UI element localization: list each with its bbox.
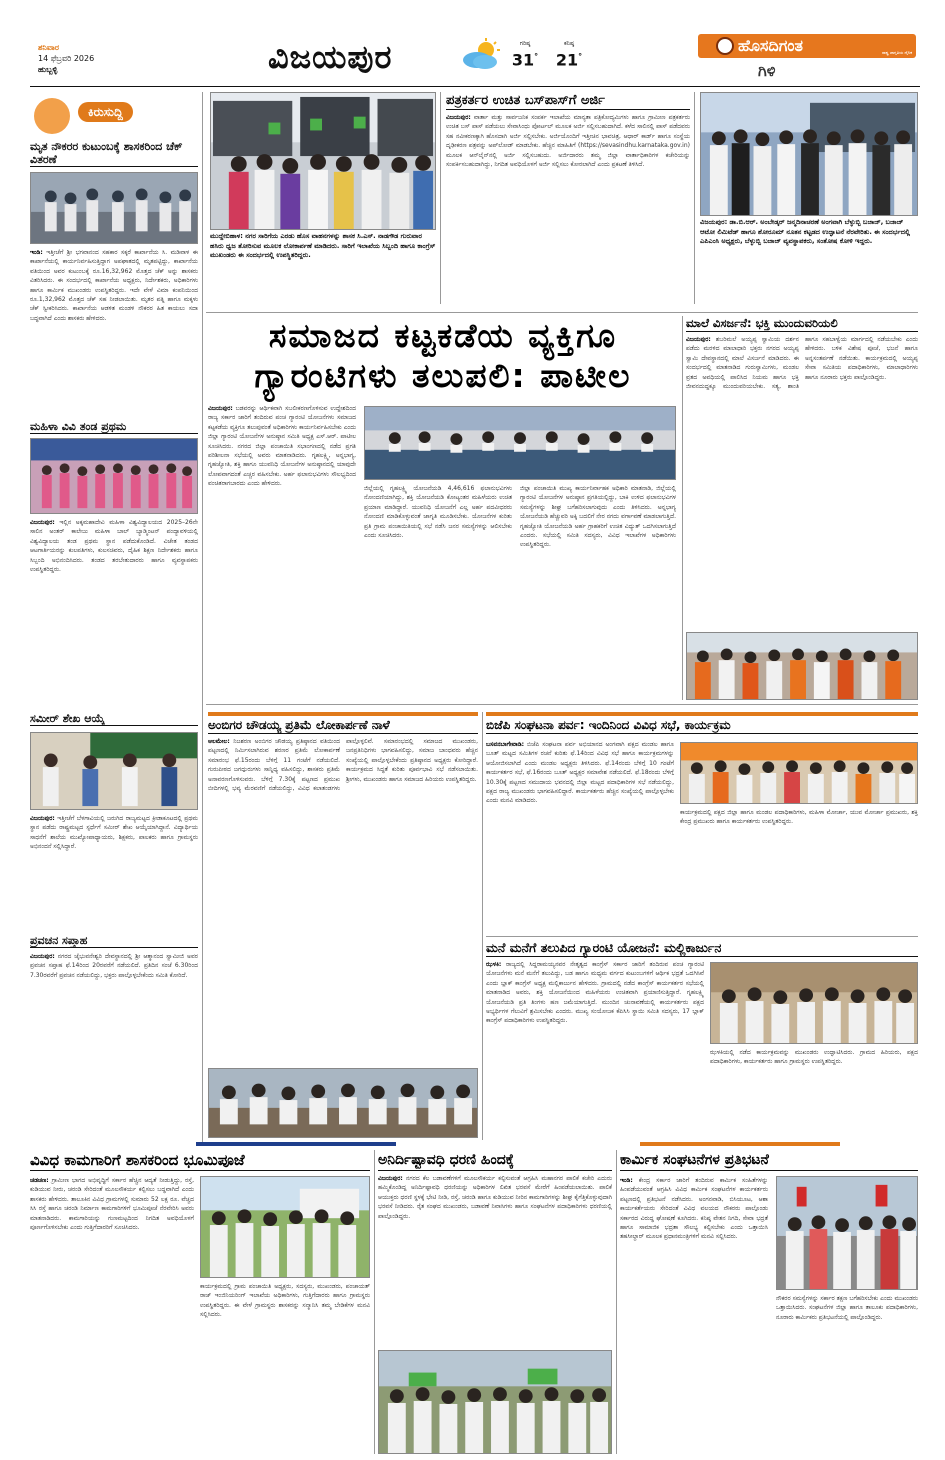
masthead	[0, 0, 945, 88]
bus-launch-caption: ಮುದ್ದೇಬಿಹಾಳ: ನಗರ ಸಾರಿಗೆಯ ಎರಡು ಹೊಸ ವಾಹನಗಳನ್ನು ಶಾಸಕ ಸಿ.ಎಸ್. ನಾಡಗೌಡ ಗುರುವಾರ ಹಸಿರು ಧ್ವಜ ತೋರಿಸುವ ಮೂಲಕ ಲೋಕಾರ್ಪಣೆ ಮಾಡಿದರು. ಸಾರಿಗೆ ಇಲಾಖೆಯ ಸಿಬ್ಬಂದಿ ಹಾಗೂ ಕಾಂಗ್ರೆಸ್ ಮುಖಂಡರು ಈ ಸಂದರ್ಭದಲ್ಲಿ ಉಪಸ್ಥಿತರಿದ್ದರು.	[210, 232, 436, 260]
kiru-headline: ಮೃತ ನೌಕರರ ಕುಟುಂಬಕ್ಕೆ ಶಾಸಕರಿಂದ ಚೆಕ್ ವಿತರಣೆ	[30, 140, 198, 167]
ambigar-headline: ಅಂಬಿಗರ ಚೌಡಯ್ಯ ಪ್ರತಿಮೆ ಲೋಕಾರ್ಪಣೆ ನಾಳೆ	[208, 718, 478, 734]
bjp-photo	[680, 742, 918, 804]
hand-icon	[34, 98, 70, 134]
guarantee-headline: ಮನೆ ಮನೆಗೆ ತಲುಪಿದ ಗ್ಯಾರಂಟಿ ಯೋಜನೆ: ಮಲ್ಲಿಕಾರ್ಜುನ	[486, 940, 918, 957]
bhoomi-body: ಗ್ರಾಮೀಣ ಭಾಗದ ಅಭಿವೃದ್ಧಿಗೆ ಸರ್ಕಾರ ಹೆಚ್ಚಿನ ಆದ್ಯತೆ ನೀಡುತ್ತಿದ್ದು, ರಸ್ತೆ, ಕುಡಿಯುವ ನೀರು, ಚರಂಡಿ ಸೇರಿದಂತೆ ಮೂಲಸೌಕರ್ಯ ಕಲ್ಪಿಸಲು ಬದ್ಧವಾಗಿದೆ ಎಂದು ಶಾಸಕರು ಹೇಳಿದರು. ತಾಲೂಕಿನ ವಿವಿಧ ಗ್ರಾಮಗಳಲ್ಲಿ ಸುಮಾರು 52 ಲಕ್ಷ ರೂ. ವೆಚ್ಚದ ಸಿಸಿ ರಸ್ತೆ ಹಾಗೂ ಚರಂಡಿ ನಿರ್ಮಾಣ ಕಾಮಗಾರಿಗಳಿಗೆ ಭೂಮಿಪೂಜೆ ನೆರವೇರಿಸಿ ಅವರು ಮಾತನಾಡಿದರು. ಕಾಮಗಾರಿಯನ್ನು ಗುಣಮಟ್ಟದಿಂದ ನಿಗದಿತ ಅವಧಿಯೊಳಗೆ ಪೂರ್ಣಗೊಳಿಸಬೇಕು ಎಂದು ಗುತ್ತಿಗೆದಾರರಿಗೆ ಸೂಚಿಸಿದರು.	[30, 1177, 194, 1232]
paper-edition: ಗಿಳಿ	[758, 61, 776, 80]
guarantee-photo	[710, 962, 918, 1044]
bjp-body: ಬಿಜೆಪಿ ಸಂಘಟನಾ ಪರ್ವ ಅಭಿಯಾನದ ಅಂಗವಾಗಿ ಪಕ್ಷದ ಮಂಡಲ ಹಾಗೂ ಬೂತ್ ಮಟ್ಟದ ಸಮಿತಿಗಳ ರಚನೆ ಕುರಿತು ಫೆ.14ರಿಂದ ವಿವಿಧ ಸಭೆ ಹಾಗೂ ಕಾರ್ಯಕ್ರಮಗಳನ್ನು ಆಯೋಜಿಸಲಾಗಿದೆ ಎಂದು ಮಂಡಲ ಅಧ್ಯಕ್ಷರು ತಿಳಿಸಿದರು. ಫೆ.14ರಂದು ಬೆಳಿಗ್ಗೆ 10 ಗಂಟೆಗೆ ಕಾರ್ಯಕರ್ತರ ಸಭೆ, ಫೆ.16ರಂದು ಬೂತ್ ಅಧ್ಯಕ್ಷರ ಸಮಾವೇಶ ನಡೆಯಲಿದೆ. ಫೆ.18ರಂದು ಬೆಳಿಗ್ಗೆ 10.30ಕ್ಕೆ ಪಟ್ಟಣದ ಸಮುದಾಯ ಭವನದಲ್ಲಿ ಜಿಲ್ಲಾ ಮಟ್ಟದ ಪದಾಧಿಕಾರಿಗಳ ಸಭೆ ನಡೆಯಲಿದ್ದು, ಪಕ್ಷದ ರಾಜ್ಯ ಮುಖಂಡರು ಭಾಗವಹಿಸಲಿದ್ದಾರೆ. ಕಾರ್ಯಕರ್ತರು ಹೆಚ್ಚಿನ ಸಂಖ್ಯೆಯಲ್ಲಿ ಪಾಲ್ಗೊಳ್ಳಬೇಕು ಎಂದು ಮನವಿ ಮಾಡಿದರು.	[486, 741, 674, 805]
bottom-divider-blue	[196, 1142, 396, 1146]
kiru-item-3: ಸಮೀರ್ ಶೇಖ ಆಯ್ಕೆ ವಿಜಯಪುರ: ಇತ್ತೀಚೆಗೆ ಬೆಳಗಾವಿಯಲ್ಲಿ ಜರುಗಿದ ರಾಜ್ಯಮಟ್ಟದ ಕ್ರೀಡಾಕೂಟದಲ್ಲಿ ಪ್ರಥಮ ಸ್ಥಾನ ಪಡೆದು ರಾಷ್ಟ್ರಮಟ್ಟದ ಸ್ಪರ್ಧೆಗೆ ಸಮೀರ್ ಶೇಖ ಆಯ್ಕೆಯಾಗಿದ್ದಾನೆ. ವಿದ್ಯಾರ್ಥಿಯ ಸಾಧನೆಗೆ ಶಾಲೆಯ ಮುಖ್ಯೋಪಾಧ್ಯಾಯರು, ಶಿಕ್ಷಕರು, ಪಾಲಕರು ಹಾಗೂ ಗ್ರಾಮಸ್ಥರು ಅಭಿನಂದನೆ ಸಲ್ಲಿಸಿದ್ದಾರೆ.	[30, 712, 198, 851]
ambigar-photo	[208, 1068, 478, 1138]
dharani-body: ನಗರದ ಕೆಲ ಬಡಾವಣೆಗಳಿಗೆ ಮೂಲಸೌಕರ್ಯ ಕಲ್ಪಿಸುವಂತೆ ಆಗ್ರಹಿಸಿ ಮಹಾನಗರ ಪಾಲಿಕೆ ಕಚೇರಿ ಎದುರು ಹಮ್ಮಿಕೊಂಡಿದ್ದ ಅನಿರ್ದಿಷ್ಟಾವಧಿ ಧರಣಿಯನ್ನು ಅಧಿಕಾರಿಗಳ ಲಿಖಿತ ಭರವಸೆ ಮೇರೆಗೆ ಹಿಂಪಡೆಯಲಾಯಿತು. ಪಾಲಿಕೆ ಆಯುಕ್ತರು ಧರಣಿ ಸ್ಥಳಕ್ಕೆ ಭೇಟಿ ನೀಡಿ, ರಸ್ತೆ, ಚರಂಡಿ ಹಾಗೂ ಕುಡಿಯುವ ನೀರಿನ ಕಾಮಗಾರಿಗಳನ್ನು ಶೀಘ್ರ ಕೈಗೆತ್ತಿಕೊಳ್ಳುವುದಾಗಿ ಭರವಸೆ ನೀಡಿದರು. ರೈತ ಸಂಘದ ಮುಖಂಡರು, ಬಡಾವಣೆ ನಿವಾಸಿಗಳು ಹಾಗೂ ಸಂಘಟನೆಗಳ ಪದಾಧಿಕಾರಿಗಳು ಧರಣಿಯಲ್ಲಿ ಪಾಲ್ಗೊಂಡಿದ್ದರು.	[378, 1175, 612, 1220]
kirusuddi-label: ಕಿರುಸುದ್ದಿ	[78, 102, 133, 122]
showroom-caption: ವಿಜಯಪುರ: ಡಾ.ಬಿ.ಆರ್. ಅಂಬೇಡ್ಕರ್ ಜನ್ಮದಿನಾಚರಣೆ ಅಂಗವಾಗಿ ಬೆಳ್ಳುಬ್ಬಿ ಬಜಾಜ್, ಬಜಾಜ್ ಆಟೋ ಲಿಮಿಟೆಡ್ ಹಾಗೂ ಶೋರೂಮ್ ನೂತನ ಕಟ್ಟಡದ ಉದ್ಘಾಟನೆ ನೆರವೇರಿತು. ಈ ಸಂದರ್ಭದಲ್ಲಿ ಎಪಿಎಂಸಿ ಅಧ್ಯಕ್ಷರು, ಬೆಳ್ಳುಬ್ಬಿ ಬಜಾಜ್ ವ್ಯವಸ್ಥಾಪಕರು, ಸಂತೋಷ ಕೋಳಿ ಇದ್ದರು.	[700, 218, 910, 246]
bus-pass-headline: ಪತ್ರಕರ್ತರ ಉಚಿತ ಬಸ್‌ಪಾಸ್‌ಗೆ ಅರ್ಜಿ	[446, 92, 690, 110]
male-visarjan-headline: ಮಾಲೆ ವಿಸರ್ಜನೆ: ಭಕ್ತಿ ಮುಂದುವರಿಯಲಿ	[686, 316, 918, 332]
guarantee-story: ಮನೆ ಮನೆಗೆ ತಲುಪಿದ ಗ್ಯಾರಂಟಿ ಯೋಜನೆ: ಮಲ್ಲಿಕಾರ್ಜುನ ಝಳಕಿ: ರಾಜ್ಯದಲ್ಲಿ ಸಿದ್ದರಾಮಯ್ಯನವರ ನೇತೃತ್ವದ ಕಾಂಗ್ರೆಸ್ ಸರ್ಕಾರ ಜಾರಿಗೆ ತಂದಿರುವ ಪಂಚ ಗ್ಯಾರಂಟಿ ಯೋಜನೆಗಳು ಮನೆ ಮನೆಗೆ ತಲುಪಿದ್ದು, ಬಡ ಹಾಗೂ ಮಧ್ಯಮ ವರ್ಗದ ಕುಟುಂಬಗಳಿಗೆ ಆರ್ಥಿಕ ಭದ್ರತೆ ಒದಗಿಸಿವೆ ಎಂದು ಬ್ಲಾಕ್ ಕಾಂಗ್ರೆಸ್ ಅಧ್ಯಕ್ಷ ಮಲ್ಲಿಕಾರ್ಜುನ ಹೇಳಿದರು. ಗ್ರಾಮದಲ್ಲಿ ನಡೆದ ಕಾಂಗ್ರೆಸ್ ಕಾರ್ಯಕರ್ತರ ಸಭೆಯಲ್ಲಿ ಮಾತನಾಡಿದ ಅವರು, ಶಕ್ತಿ ಯೋಜನೆಯಿಂದ ಮಹಿಳೆಯರು ಉಚಿತವಾಗಿ ಪ್ರಯಾಣಿಸುತ್ತಿದ್ದಾರೆ. ಗೃಹಲಕ್ಷ್ಮಿ ಯೋಜನೆಯಡಿ ಪ್ರತಿ ತಿಂಗಳು ಹಣ ಜಮೆಯಾಗುತ್ತಿದೆ. ಮುಂದಿನ ಚುನಾವಣೆಯಲ್ಲಿ ಕಾರ್ಯಕರ್ತರು ಪಕ್ಷದ ಅಭ್ಯರ್ಥಿಗಳ ಗೆಲುವಿಗೆ ಶ್ರಮಿಸಬೇಕು ಎಂದರು. ಮುಖ್ಯ ಸಂಯೋಜಕ ಕೆಪಿಸಿಸಿ ಸ್ಥಾಯಿ ಸಮಿತಿ ಸದಸ್ಯರು, 17 ಬ್ಲಾಕ್ ಕಾಂಗ್ರೆಸ್ ಪದಾಧಿಕಾರಿಗಳು ಉಪಸ್ಥಿತರಿದ್ದರು. ಝಳಕಿಯಲ್ಲಿ ನಡೆದ ಕಾರ್ಯಕ್ರಮವನ್ನು ಮುಖಂಡರು ಉದ್ಘಾಟಿಸಿದರು. ಗ್ರಾಮದ ಹಿರಿಯರು, ಪಕ್ಷದ ಪದಾಧಿಕಾರಿಗಳು, ಕಾರ್ಯಕರ್ತರು ಹಾಗೂ ಗ್ರಾಮಸ್ಥರು ಉಪಸ್ಥಿತರಿದ್ದರು.	[486, 940, 918, 1066]
kiru-photo-1	[30, 172, 198, 244]
kiru-photo-3	[30, 732, 198, 810]
bjp-story: ಬಿಜೆಪಿ ಸಂಘಟನಾ ಪರ್ವ: ಇಂದಿನಿಂದ ವಿವಿಧ ಸಭೆ, ಕಾರ್ಯಕ್ರಮ ಬಸವನಬಾಗೇವಾಡಿ: ಬಿಜೆಪಿ ಸಂಘಟನಾ ಪರ್ವ ಅಭಿಯಾನದ ಅಂಗವಾಗಿ ಪಕ್ಷದ ಮಂಡಲ ಹಾಗೂ ಬೂತ್ ಮಟ್ಟದ ಸಮಿತಿಗಳ ರಚನೆ ಕುರಿತು ಫೆ.14ರಿಂದ ವಿವಿಧ ಸಭೆ ಹಾಗೂ ಕಾರ್ಯಕ್ರಮಗಳನ್ನು ಆಯೋಜಿಸಲಾಗಿದೆ ಎಂದು ಮಂಡಲ ಅಧ್ಯಕ್ಷರು ತಿಳಿಸಿದರು. ಫೆ.14ರಂದು ಬೆಳಿಗ್ಗೆ 10 ಗಂಟೆಗೆ ಕಾರ್ಯಕರ್ತರ ಸಭೆ, ಫೆ.16ರಂದು ಬೂತ್ ಅಧ್ಯಕ್ಷರ ಸಮಾವೇಶ ನಡೆಯಲಿದೆ. ಫೆ.18ರಂದು ಬೆಳಿಗ್ಗೆ 10.30ಕ್ಕೆ ಪಟ್ಟಣದ ಸಮುದಾಯ ಭವನದಲ್ಲಿ ಜಿಲ್ಲಾ ಮಟ್ಟದ ಪದಾಧಿಕಾರಿಗಳ ಸಭೆ ನಡೆಯಲಿದ್ದು, ಪಕ್ಷದ ರಾಜ್ಯ ಮುಖಂಡರು ಭಾಗವಹಿಸಲಿದ್ದಾರೆ. ಕಾರ್ಯಕರ್ತರು ಹೆಚ್ಚಿನ ಸಂಖ್ಯೆಯಲ್ಲಿ ಪಾಲ್ಗೊಳ್ಳಬೇಕು ಎಂದು ಮನವಿ ಮಾಡಿದರು. ಕಾರ್ಯಕ್ರಮದಲ್ಲಿ ಪಕ್ಷದ ಜಿಲ್ಲಾ ಹಾಗೂ ಮಂಡಲ ಪದಾಧಿಕಾರಿಗಳು, ಮಹಿಳಾ ಮೋರ್ಚಾ, ಯುವ ಮೋರ್ಚಾ ಪ್ರಮುಖರು, ಶಕ್ತಿ ಕೇಂದ್ರ ಪ್ರಮುಖರು ಹಾಗೂ ಕಾರ್ಯಕರ್ತರು ಉಪಸ್ಥಿತರಿದ್ದರು.	[486, 712, 918, 934]
bhoomi-story: ವಿವಿಧ ಕಾಮಗಾರಿಗೆ ಶಾಸಕರಿಂದ ಭೂಮಿಪೂಜೆ ಚಡಚಣ: ಗ್ರಾಮೀಣ ಭಾಗದ ಅಭಿವೃದ್ಧಿಗೆ ಸರ್ಕಾರ ಹೆಚ್ಚಿನ ಆದ್ಯತೆ ನೀಡುತ್ತಿದ್ದು, ರಸ್ತೆ, ಕುಡಿಯುವ ನೀರು, ಚರಂಡಿ ಸೇರಿದಂತೆ ಮೂಲಸೌಕರ್ಯ ಕಲ್ಪಿಸಲು ಬದ್ಧವಾಗಿದೆ ಎಂದು ಶಾಸಕರು ಹೇಳಿದರು. ತಾಲೂಕಿನ ವಿವಿಧ ಗ್ರಾಮಗಳಲ್ಲಿ ಸುಮಾರು 52 ಲಕ್ಷ ರೂ. ವೆಚ್ಚದ ಸಿಸಿ ರಸ್ತೆ ಹಾಗೂ ಚರಂಡಿ ನಿರ್ಮಾಣ ಕಾಮಗಾರಿಗಳಿಗೆ ಭೂಮಿಪೂಜೆ ನೆರವೇರಿಸಿ ಅವರು ಮಾತನಾಡಿದರು. ಕಾಮಗಾರಿಯನ್ನು ಗುಣಮಟ್ಟದಿಂದ ನಿಗದಿತ ಅವಧಿಯೊಳಗೆ ಪೂರ್ಣಗೊಳಿಸಬೇಕು ಎಂದು ಗುತ್ತಿಗೆದಾರರಿಗೆ ಸೂಚಿಸಿದರು. ಕಾರ್ಯಕ್ರಮದಲ್ಲಿ ಗ್ರಾಮ ಪಂಚಾಯಿತಿ ಅಧ್ಯಕ್ಷರು, ಸದಸ್ಯರು, ಮುಖಂಡರು, ಪಂಚಾಯತ್ ರಾಜ್ ಇಂಜಿನಿಯರಿಂಗ್ ಇಲಾಖೆಯ ಅಧಿಕಾರಿಗಳು, ಗುತ್ತಿಗೆದಾರರು ಹಾಗೂ ಗ್ರಾಮಸ್ಥರು ಉಪಸ್ಥಿತರಿದ್ದರು. ಈ ವೇಳೆ ಗ್ರಾಮಸ್ಥರು ಶಾಸಕರನ್ನು ಸನ್ಮಾನಿಸಿ ತಮ್ಮ ಬೇಡಿಕೆಗಳ ಮನವಿ ಸಲ್ಲಿಸಿದರು.	[30, 1151, 370, 1319]
weather-icon	[460, 38, 502, 72]
paper-logo	[698, 34, 916, 86]
karmika-story: ಕಾರ್ಮಿಕ ಸಂಘಟನೆಗಳ ಪ್ರತಿಭಟನೆ ಇಂಡಿ: ಕೇಂದ್ರ ಸರ್ಕಾರ ಜಾರಿಗೆ ತಂದಿರುವ ಕಾರ್ಮಿಕ ಸಂಹಿತೆಗಳನ್ನು ಹಿಂಪಡೆಯುವಂತೆ ಆಗ್ರಹಿಸಿ ವಿವಿಧ ಕಾರ್ಮಿಕ ಸಂಘಟನೆಗಳ ಕಾರ್ಯಕರ್ತರು ಪಟ್ಟಣದಲ್ಲಿ ಪ್ರತಿಭಟನೆ ನಡೆಸಿದರು. ಅಂಗನವಾಡಿ, ಬಿಸಿಯೂಟ, ಆಶಾ ಕಾರ್ಯಕರ್ತೆಯರು ಸೇರಿದಂತೆ ವಿವಿಧ ವಲಯದ ನೌಕರರು ಪಾಲ್ಗೊಂಡು ಸರ್ಕಾರದ ವಿರುದ್ಧ ಘೋಷಣೆ ಕೂಗಿದರು. ಕನಿಷ್ಠ ವೇತನ ನಿಗದಿ, ಸೇವಾ ಭದ್ರತೆ ಹಾಗೂ ಸಾಮಾಜಿಕ ಭದ್ರತಾ ಸೌಲಭ್ಯ ಕಲ್ಪಿಸಬೇಕು ಎಂದು ಒತ್ತಾಯಿಸಿ ತಹಸೀಲ್ದಾರ್ ಮೂಲಕ ಪ್ರಧಾನಮಂತ್ರಿಗಳಿಗೆ ಮನವಿ ಸಲ್ಲಿಸಿದರು. ನೌಕರರ ಸಮಸ್ಯೆಗಳನ್ನು ಸರ್ಕಾರ ತಕ್ಷಣ ಬಗೆಹರಿಸಬೇಕು ಎಂದು ಮುಖಂಡರು ಒತ್ತಾಯಿಸಿದರು. ಸಂಘಟನೆಗಳ ಜಿಲ್ಲಾ ಹಾಗೂ ತಾಲೂಕು ಪದಾಧಿಕಾರಿಗಳು, ನೂರಾರು ಕಾರ್ಮಿಕರು ಪ್ರತಿಭಟನೆಯಲ್ಲಿ ಪಾಲ್ಗೊಂಡಿದ್ದರು.	[620, 1152, 918, 1321]
bjp-caption: ಕಾರ್ಯಕ್ರಮದಲ್ಲಿ ಪಕ್ಷದ ಜಿಲ್ಲಾ ಹಾಗೂ ಮಂಡಲ ಪದಾಧಿಕಾರಿಗಳು, ಮಹಿಳಾ ಮೋರ್ಚಾ, ಯುವ ಮೋರ್ಚಾ ಪ್ರಮುಖರು, ಶಕ್ತಿ ಕೇಂದ್ರ ಪ್ರಮುಖರು ಹಾಗೂ ಕಾರ್ಯಕರ್ತರು ಉಪಸ್ಥಿತರಿದ್ದರು.	[680, 809, 918, 826]
ambigar-body: ನಿಜಶರಣ ಅಂಬಿಗರ ಚೌಡಯ್ಯ ಪ್ರತಿಷ್ಠಾನದ ವತಿಯಿಂದ ಪಟ್ಟಣದಲ್ಲಿ ನಿರ್ಮಿಸಲಾಗಿರುವ ಶರಣರ ಪ್ರತಿಮೆ ಲೋಕಾರ್ಪಣೆ ಸಮಾರಂಭ ಫೆ.15ರಂದು ಬೆಳಿಗ್ಗೆ 11 ಗಂಟೆಗೆ ನಡೆಯಲಿದೆ. ಗುರುಪೀಠದ ಜಗದ್ಗುರುಗಳು ಸಾನ್ನಿಧ್ಯ ವಹಿಸಲಿದ್ದು, ಶಾಸಕರು ಪ್ರತಿಮೆ ಅನಾವರಣಗೊಳಿಸುವರು. ಬೆಳಿಗ್ಗೆ 7.30ಕ್ಕೆ ಪಟ್ಟಣದ ಪ್ರಮುಖ ಬೀದಿಗಳಲ್ಲಿ ಭವ್ಯ ಮೆರವಣಿಗೆ ನಡೆಯಲಿದ್ದು, ವಿವಿಧ ಕಲಾತಂಡಗಳು ಪಾಲ್ಗೊಳ್ಳಲಿವೆ. ಸಮಾರಂಭದಲ್ಲಿ ಸಮಾಜದ ಮುಖಂಡರು, ಜನಪ್ರತಿನಿಧಿಗಳು ಭಾಗವಹಿಸಲಿದ್ದು, ಸಮಾಜ ಬಾಂಧವರು ಹೆಚ್ಚಿನ ಸಂಖ್ಯೆಯಲ್ಲಿ ಪಾಲ್ಗೊಳ್ಳಬೇಕೆಂದು ಪ್ರತಿಷ್ಠಾನದ ಅಧ್ಯಕ್ಷರು ಕೋರಿದ್ದಾರೆ. ಕಾರ್ಯಕ್ರಮದ ಸಿದ್ಧತೆ ಕುರಿತು ಪೂರ್ವಭಾವಿ ಸಭೆ ನಡೆಸಲಾಯಿತು. ಶ್ರೀಗಳು, ಮುಖಂಡರು ಹಾಗೂ ಸಮಾಜದ ಹಿರಿಯರು ಉಪಸ್ಥಿತರಿದ್ದರು.	[208, 738, 478, 793]
male-visarjan-photo	[686, 632, 918, 700]
max-temp: ಗರಿಷ್ಠ 31°	[511, 40, 539, 70]
min-temp: ಕನಿಷ್ಠ 21°	[555, 40, 583, 70]
kiru-photo-2	[30, 438, 198, 514]
bhoomi-photo	[200, 1176, 370, 1278]
lead-body-1: ಬಡವರನ್ನು ಆರ್ಥಿಕವಾಗಿ ಸಬಲೀಕರಣಗೊಳಿಸುವ ಉದ್ದೇಶದಿಂದ ರಾಜ್ಯ ಸರ್ಕಾರ ಜಾರಿಗೆ ತಂದಿರುವ ಪಂಚ ಗ್ಯಾರಂಟಿ ಯೋಜನೆಗಳು ಸಮಾಜದ ಕಟ್ಟಕಡೆಯ ವ್ಯಕ್ತಿಗೂ ತಲುಪುವಂತೆ ಅಧಿಕಾರಿಗಳು ಕಾರ್ಯನಿರ್ವಹಿಸಬೇಕು ಎಂದು ಜಿಲ್ಲಾ ಗ್ಯಾರಂಟಿ ಯೋಜನೆಗಳ ಅನುಷ್ಠಾನ ಸಮಿತಿ ಅಧ್ಯಕ್ಷ ಎಸ್.ಆರ್. ಪಾಟೀಲ ಸೂಚಿಸಿದರು. ನಗರದ ಜಿಲ್ಲಾ ಪಂಚಾಯಿತಿ ಸಭಾಂಗಣದಲ್ಲಿ ನಡೆದ ಪ್ರಗತಿ ಪರಿಶೀಲನಾ ಸಭೆಯಲ್ಲಿ ಅವರು ಮಾತನಾಡಿದರು. ಗೃಹಲಕ್ಷ್ಮಿ, ಅನ್ನಭಾಗ್ಯ, ಗೃಹಜ್ಯೋತಿ, ಶಕ್ತಿ ಹಾಗೂ ಯುವನಿಧಿ ಯೋಜನೆಗಳ ಅನುಷ್ಠಾನದಲ್ಲಿ ಯಾವುದೇ ಲೋಪವಾಗದಂತೆ ಎಚ್ಚರ ವಹಿಸಬೇಕು. ಅರ್ಹ ಫಲಾನುಭವಿಗಳು ಸೌಲಭ್ಯದಿಂದ ವಂಚಿತರಾಗಬಾರದು ಎಂದು ಹೇಳಿದರು.	[208, 405, 356, 488]
kiru-headline: ಪ್ರವಚನ ಸಪ್ತಾಹ	[30, 934, 198, 948]
guarantee-body: ರಾಜ್ಯದಲ್ಲಿ ಸಿದ್ದರಾಮಯ್ಯನವರ ನೇತೃತ್ವದ ಕಾಂಗ್ರೆಸ್ ಸರ್ಕಾರ ಜಾರಿಗೆ ತಂದಿರುವ ಪಂಚ ಗ್ಯಾರಂಟಿ ಯೋಜನೆಗಳು ಮನೆ ಮನೆಗೆ ತಲುಪಿದ್ದು, ಬಡ ಹಾಗೂ ಮಧ್ಯಮ ವರ್ಗದ ಕುಟುಂಬಗಳಿಗೆ ಆರ್ಥಿಕ ಭದ್ರತೆ ಒದಗಿಸಿವೆ ಎಂದು ಬ್ಲಾಕ್ ಕಾಂಗ್ರೆಸ್ ಅಧ್ಯಕ್ಷ ಮಲ್ಲಿಕಾರ್ಜುನ ಹೇಳಿದರು. ಗ್ರಾಮದಲ್ಲಿ ನಡೆದ ಕಾಂಗ್ರೆಸ್ ಕಾರ್ಯಕರ್ತರ ಸಭೆಯಲ್ಲಿ ಮಾತನಾಡಿದ ಅವರು, ಶಕ್ತಿ ಯೋಜನೆಯಿಂದ ಮಹಿಳೆಯರು ಉಚಿತವಾಗಿ ಪ್ರಯಾಣಿಸುತ್ತಿದ್ದಾರೆ. ಗೃಹಲಕ್ಷ್ಮಿ ಯೋಜನೆಯಡಿ ಪ್ರತಿ ತಿಂಗಳು ಹಣ ಜಮೆಯಾಗುತ್ತಿದೆ. ಮುಂದಿನ ಚುನಾವಣೆಯಲ್ಲಿ ಕಾರ್ಯಕರ್ತರು ಪಕ್ಷದ ಅಭ್ಯರ್ಥಿಗಳ ಗೆಲುವಿಗೆ ಶ್ರಮಿಸಬೇಕು ಎಂದರು. ಮುಖ್ಯ ಸಂಯೋಜಕ ಕೆಪಿಸಿಸಿ ಸ್ಥಾಯಿ ಸಮಿತಿ ಸದಸ್ಯರು, 17 ಬ್ಲಾಕ್ ಕಾಂಗ್ರೆಸ್ ಪದಾಧಿಕಾರಿಗಳು ಉಪಸ್ಥಿತರಿದ್ದರು.	[486, 961, 704, 1025]
dharani-story: ಅನಿರ್ದಿಷ್ಟಾವಧಿ ಧರಣಿ ಹಿಂದಕ್ಕೆ ವಿಜಯಪುರ: ನಗರದ ಕೆಲ ಬಡಾವಣೆಗಳಿಗೆ ಮೂಲಸೌಕರ್ಯ ಕಲ್ಪಿಸುವಂತೆ ಆಗ್ರಹಿಸಿ ಮಹಾನಗರ ಪಾಲಿಕೆ ಕಚೇರಿ ಎದುರು ಹಮ್ಮಿಕೊಂಡಿದ್ದ ಅನಿರ್ದಿಷ್ಟಾವಧಿ ಧರಣಿಯನ್ನು ಅಧಿಕಾರಿಗಳ ಲಿಖಿತ ಭರವಸೆ ಮೇರೆಗೆ ಹಿಂಪಡೆಯಲಾಯಿತು. ಪಾಲಿಕೆ ಆಯುಕ್ತರು ಧರಣಿ ಸ್ಥಳಕ್ಕೆ ಭೇಟಿ ನೀಡಿ, ರಸ್ತೆ, ಚರಂಡಿ ಹಾಗೂ ಕುಡಿಯುವ ನೀರಿನ ಕಾಮಗಾರಿಗಳನ್ನು ಶೀಘ್ರ ಕೈಗೆತ್ತಿಕೊಳ್ಳುವುದಾಗಿ ಭರವಸೆ ನೀಡಿದರು. ರೈತ ಸಂಘದ ಮುಖಂಡರು, ಬಡಾವಣೆ ನಿವಾಸಿಗಳು ಹಾಗೂ ಸಂಘಟನೆಗಳ ಪದಾಧಿಕಾರಿಗಳು ಧರಣಿಯಲ್ಲಿ ಪಾಲ್ಗೊಂಡಿದ್ದರು.	[378, 1150, 612, 1454]
bjp-headline: ಬಿಜೆಪಿ ಸಂಘಟನಾ ಪರ್ವ: ಇಂದಿನಿಂದ ವಿವಿಧ ಸಭೆ, ಕಾರ್ಯಕ್ರಮ	[486, 718, 918, 734]
karmika-headline: ಕಾರ್ಮಿಕ ಸಂಘಟನೆಗಳ ಪ್ರತಿಭಟನೆ	[620, 1150, 918, 1171]
kiru-body: ನಗರದ ಜೈಭುವನೇಶ್ವರಿ ದೇವಸ್ಥಾನದಲ್ಲಿ ಶ್ರೀ ಆತ್ಮಾನಂದ ಸ್ವಾಮೀಜಿ ಅವರ ಪ್ರವಚನ ಸಪ್ತಾಹ ಫೆ.14ರಿಂದ 20ರವರೆಗೆ ನಡೆಯಲಿದೆ. ಪ್ರತಿದಿನ ಸಂಜೆ 6.30ರಿಂದ 7.30ರವರೆಗೆ ಪ್ರವಚನ ನಡೆಯಲಿದ್ದು, ಭಕ್ತರು ಪಾಲ್ಗೊಳ್ಳಬೇಕೆಂದು ಸಮಿತಿ ಕೋರಿದೆ.	[30, 953, 198, 979]
lead-meeting-photo	[364, 406, 676, 480]
ambigar-accent-bar	[208, 712, 478, 716]
guarantee-caption: ಝಳಕಿಯಲ್ಲಿ ನಡೆದ ಕಾರ್ಯಕ್ರಮವನ್ನು ಮುಖಂಡರು ಉದ್ಘಾಟಿಸಿದರು. ಗ್ರಾಮದ ಹಿರಿಯರು, ಪಕ್ಷದ ಪದಾಧಿಕಾರಿಗಳು, ಕಾರ್ಯಕರ್ತರು ಹಾಗೂ ಗ್ರಾಮಸ್ಥರು ಉಪಸ್ಥಿತರಿದ್ದರು.	[710, 1049, 918, 1066]
showroom-photo	[700, 92, 918, 216]
bhoomi-headline: ವಿವಿಧ ಕಾಮಗಾರಿಗೆ ಶಾಸಕರಿಂದ ಭೂಮಿಪೂಜೆ	[30, 1150, 370, 1171]
bus-pass-body: ವಾರ್ತಾ ಮತ್ತು ಸಾರ್ವಜನಿಕ ಸಂಪರ್ಕ ಇಲಾಖೆಯ ಮಾನ್ಯತಾ ಪತ್ರಿಕೋದ್ಯಮಿಗಳು ಹಾಗೂ ಗ್ರಾಮೀಣ ಪತ್ರಕರ್ತರು ಉಚಿತ ಬಸ್ ಪಾಸ್ ಪಡೆಯಲು ಸೇವಾಸಿಂಧು ಪೋರ್ಟಲ್ ಮೂಲಕ ಅರ್ಜಿ ಸಲ್ಲಿಸಬಹುದಾಗಿದೆ. ಕಳೆದ ಸಾಲಿನಲ್ಲಿ ಪಾಸ್ ಪಡೆದವರು ಸಹ ನವೀಕರಣಕ್ಕಾಗಿ ಹೊಸದಾಗಿ ಅರ್ಜಿ ಸಲ್ಲಿಸಬೇಕು. ಅರ್ಜಿಯೊಂದಿಗೆ ಇತ್ತೀಚಿನ ಭಾವಚಿತ್ರ, ಆಧಾರ್ ಕಾರ್ಡ್ ಹಾಗೂ ಸಂಸ್ಥೆಯ ದೃಢೀಕರಣ ಪತ್ರವನ್ನು ಅಪ್‌ಲೋಡ್ ಮಾಡಬೇಕು. ಹೆಚ್ಚಿನ ಮಾಹಿತಿಗೆ (https://sevasindhu.karnataka.gov.in) ಮೂಲಕ ಆನ್‌ಲೈನ್‌ನಲ್ಲಿ ಅರ್ಜಿ ಸಲ್ಲಿಸಬಹುದು. ಅರ್ಜಿದಾರರು ತಮ್ಮ ಜಿಲ್ಲಾ ವಾರ್ತಾಧಿಕಾರಿಗಳ ಕಚೇರಿಯನ್ನು ಸಂಪರ್ಕಿಸಬಹುದಾಗಿದ್ದು, ನಿಗದಿತ ಅವಧಿಯೊಳಗೆ ಅರ್ಜಿ ಸಲ್ಲಿಸಲು ಕೋರಲಾಗಿದೆ ಎಂದು ಪ್ರಕಟಣೆ ತಿಳಿಸಿದೆ.	[446, 114, 690, 169]
male-visarjan-body: ಶಬರಿಮಲೆ ಅಯ್ಯಪ್ಪ ಸ್ವಾಮಿಯ ದರ್ಶನ ಪಡೆದು ಮರಳಿದ ಮಾಲಾಧಾರಿ ಭಕ್ತರು ನಗರದ ಅಯ್ಯಪ್ಪ ಸ್ವಾಮಿ ದೇವಸ್ಥಾನದಲ್ಲಿ ಮಾಲೆ ವಿಸರ್ಜನೆ ಮಾಡಿದರು. ಈ ಸಂದರ್ಭದಲ್ಲಿ ಮಾತನಾಡಿದ ಗುರುಸ್ವಾಮಿಗಳು, ಮಂಡಲ ವ್ರತದ ಅವಧಿಯಲ್ಲಿ ಪಾಲಿಸಿದ ನಿಯಮ ಹಾಗೂ ಭಕ್ತಿ ಜೀವನದುದ್ದಕ್ಕೂ ಮುಂದುವರಿಯಬೇಕು. ಸತ್ಯ, ಶಾಂತಿ ಹಾಗೂ ಸಹಬಾಳ್ವೆಯ ಮಾರ್ಗದಲ್ಲಿ ನಡೆಯಬೇಕು ಎಂದು ಹೇಳಿದರು. ಬಳಿಕ ವಿಶೇಷ ಪೂಜೆ, ಭಜನೆ ಹಾಗೂ ಅನ್ನಸಂತರ್ಪಣೆ ನಡೆಯಿತು. ಕಾರ್ಯಕ್ರಮದಲ್ಲಿ ಅಯ್ಯಪ್ಪ ಸೇವಾ ಸಮಿತಿಯ ಪದಾಧಿಕಾರಿಗಳು, ಮಾಲಾಧಾರಿಗಳು ಹಾಗೂ ನೂರಾರು ಭಕ್ತರು ಪಾಲ್ಗೊಂಡಿದ್ದರು.	[686, 336, 918, 391]
kiru-headline: ಮಹಿಳಾ ವಿವಿ ತಂಡ ಪ್ರಥಮ	[30, 420, 198, 434]
lead-headline-1: ಸಮಾಜದ ಕಟ್ಟಕಡೆಯ ವ್ಯಕ್ತಿಗೂ	[268, 316, 618, 355]
kiru-item-4: ಪ್ರವಚನ ಸಪ್ತಾಹ ವಿಜಯಪುರ: ನಗರದ ಜೈಭುವನೇಶ್ವರಿ ದೇವಸ್ಥಾನದಲ್ಲಿ ಶ್ರೀ ಆತ್ಮಾನಂದ ಸ್ವಾಮೀಜಿ ಅವರ ಪ್ರವಚನ ಸಪ್ತಾಹ ಫೆ.14ರಿಂದ 20ರವರೆಗೆ ನಡೆಯಲಿದೆ. ಪ್ರತಿದಿನ ಸಂಜೆ 6.30ರಿಂದ 7.30ರವರೆಗೆ ಪ್ರವಚನ ನಡೆಯಲಿದ್ದು, ಭಕ್ತರು ಪಾಲ್ಗೊಳ್ಳಬೇಕೆಂದು ಸಮಿತಿ ಕೋರಿದೆ.	[30, 934, 198, 979]
kiru-body: ಇತ್ತೀಚೆಗೆ ಶ್ರೀ ಭಗವಾನಂದ ಸಹಕಾರ ಸಕ್ಕರೆ ಕಾರ್ಖಾನೆಯ ಸಿ. ಮಡಿವಾಳ ಈ ಕಾರ್ಖಾನೆಯಲ್ಲಿ ಕಾರ್ಯನಿರ್ವಹಿಸುತ್ತಿದ್ದಾಗ ಅಪಘಾತದಲ್ಲಿ ಮೃತಪಟ್ಟಿದ್ದು, ಕಾರ್ಖಾನೆಯ ವತಿಯಿಂದ ಅವರ ಕುಟುಂಬಕ್ಕೆ ರೂ.16,32,962 ಮೊತ್ತದ ಚೆಕ್ ಅನ್ನು ಶಾಸಕರು ವಿತರಿಸಿದರು. ಈ ಸಂದರ್ಭದಲ್ಲಿ ಕಾರ್ಖಾನೆಯ ಅಧ್ಯಕ್ಷರು, ನಿರ್ದೇಶಕರು, ಅಧಿಕಾರಿಗಳು ಹಾಗೂ ಕಾರ್ಮಿಕ ಮುಖಂಡರು ಉಪಸ್ಥಿತರಿದ್ದರು. ಇದೇ ವೇಳೆ ವಿಮಾ ಕಂಪನಿಯಿಂದ ರೂ.1,32,962 ಮೊತ್ತದ ಚೆಕ್ ಸಹ ನೀಡಲಾಯಿತು. ಮೃತರ ಪತ್ನಿ ಹಾಗೂ ಮಕ್ಕಳು ಚೆಕ್ ಸ್ವೀಕರಿಸಿದರು. ಕಾರ್ಖಾನೆಯ ಆಡಳಿತ ಮಂಡಳಿ ನೌಕರರ ಹಿತ ಕಾಯಲು ಸದಾ ಬದ್ಧವಾಗಿದೆ ಎಂದು ಶಾಸಕರು ಹೇಳಿದರು.	[30, 249, 198, 322]
date-label: 14 ಫೆಬ್ರವರಿ 2026	[38, 54, 95, 63]
kiru-item-1: ಮೃತ ನೌಕರರ ಕುಟುಂಬಕ್ಕೆ ಶಾಸಕರಿಂದ ಚೆಕ್ ವಿತರಣೆ ಇಂಡಿ: ಇತ್ತೀಚೆಗೆ ಶ್ರೀ ಭಗವಾನಂದ ಸಹಕಾರ ಸಕ್ಕರೆ ಕಾರ್ಖಾನೆಯ ಸಿ. ಮಡಿವಾಳ ಈ ಕಾರ್ಖಾನೆಯಲ್ಲಿ ಕಾರ್ಯನಿರ್ವಹಿಸುತ್ತಿದ್ದಾಗ ಅಪಘಾತದಲ್ಲಿ ಮೃತಪಟ್ಟಿದ್ದು, ಕಾರ್ಖಾನೆಯ ವತಿಯಿಂದ ಅವರ ಕುಟುಂಬಕ್ಕೆ ರೂ.16,32,962 ಮೊತ್ತದ ಚೆಕ್ ಅನ್ನು ಶಾಸಕರು ವಿತರಿಸಿದರು. ಈ ಸಂದರ್ಭದಲ್ಲಿ ಕಾರ್ಖಾನೆಯ ಅಧ್ಯಕ್ಷರು, ನಿರ್ದೇಶಕರು, ಅಧಿಕಾರಿಗಳು ಹಾಗೂ ಕಾರ್ಮಿಕ ಮುಖಂಡರು ಉಪಸ್ಥಿತರಿದ್ದರು. ಇದೇ ವೇಳೆ ವಿಮಾ ಕಂಪನಿಯಿಂದ ರೂ.1,32,962 ಮೊತ್ತದ ಚೆಕ್ ಸಹ ನೀಡಲಾಯಿತು. ಮೃತರ ಪತ್ನಿ ಹಾಗೂ ಮಕ್ಕಳು ಚೆಕ್ ಸ್ವೀಕರಿಸಿದರು. ಕಾರ್ಖಾನೆಯ ಆಡಳಿತ ಮಂಡಳಿ ನೌಕರರ ಹಿತ ಕಾಯಲು ಸದಾ ಬದ್ಧವಾಗಿದೆ ಎಂದು ಶಾಸಕರು ಹೇಳಿದರು.	[30, 140, 198, 322]
bus-launch-photo	[210, 92, 436, 230]
karmika-body: ಕೇಂದ್ರ ಸರ್ಕಾರ ಜಾರಿಗೆ ತಂದಿರುವ ಕಾರ್ಮಿಕ ಸಂಹಿತೆಗಳನ್ನು ಹಿಂಪಡೆಯುವಂತೆ ಆಗ್ರಹಿಸಿ ವಿವಿಧ ಕಾರ್ಮಿಕ ಸಂಘಟನೆಗಳ ಕಾರ್ಯಕರ್ತರು ಪಟ್ಟಣದಲ್ಲಿ ಪ್ರತಿಭಟನೆ ನಡೆಸಿದರು. ಅಂಗನವಾಡಿ, ಬಿಸಿಯೂಟ, ಆಶಾ ಕಾರ್ಯಕರ್ತೆಯರು ಸೇರಿದಂತೆ ವಿವಿಧ ವಲಯದ ನೌಕರರು ಪಾಲ್ಗೊಂಡು ಸರ್ಕಾರದ ವಿರುದ್ಧ ಘೋಷಣೆ ಕೂಗಿದರು. ಕನಿಷ್ಠ ವೇತನ ನಿಗದಿ, ಸೇವಾ ಭದ್ರತೆ ಹಾಗೂ ಸಾಮಾಜಿಕ ಭದ್ರತಾ ಸೌಲಭ್ಯ ಕಲ್ಪಿಸಬೇಕು ಎಂದು ಒತ್ತಾಯಿಸಿ ತಹಸೀಲ್ದಾರ್ ಮೂಲಕ ಪ್ರಧಾನಮಂತ್ರಿಗಳಿಗೆ ಮನವಿ ಸಲ್ಲಿಸಿದರು.	[620, 1177, 768, 1241]
edition-label: ಹುಬ್ಬಳ್ಳಿ	[38, 65, 58, 74]
karmika-photo	[776, 1176, 918, 1290]
lead-body-2: ಜಿಲ್ಲೆಯಲ್ಲಿ ಗೃಹಲಕ್ಷ್ಮಿ ಯೋಜನೆಯಡಿ 4,46,616 ಫಲಾನುಭವಿಗಳು ನೋಂದಣಿಯಾಗಿದ್ದು, ಶಕ್ತಿ ಯೋಜನೆಯಡಿ ಕೋಟ್ಯಂತರ ಮಹಿಳೆಯರು ಉಚಿತ ಪ್ರಯಾಣ ಮಾಡಿದ್ದಾರೆ. ಯುವನಿಧಿ ಯೋಜನೆಗೆ ಎಲ್ಲ ಅರ್ಹ ಪದವೀಧರರು ನೋಂದಣಿ ಮಾಡಿಕೊಳ್ಳುವಂತೆ ಜಾಗೃತಿ ಮೂಡಿಸಬೇಕು. ಯೋಜನೆಗಳ ಕುರಿತು ಪ್ರತಿ ಗ್ರಾಮ ಪಂಚಾಯಿತಿಯಲ್ಲಿ ಸಭೆ ನಡೆಸಿ ಜನರ ಸಮಸ್ಯೆಗಳನ್ನು ಆಲಿಸಬೇಕು ಎಂದು ಸೂಚಿಸಿದರು.	[364, 485, 512, 540]
date-block	[38, 42, 178, 75]
karmika-caption: ನೌಕರರ ಸಮಸ್ಯೆಗಳನ್ನು ಸರ್ಕಾರ ತಕ್ಷಣ ಬಗೆಹರಿಸಬೇಕು ಎಂದು ಮುಖಂಡರು ಒತ್ತಾಯಿಸಿದರು. ಸಂಘಟನೆಗಳ ಜಿಲ್ಲಾ ಹಾಗೂ ತಾಲೂಕು ಪದಾಧಿಕಾರಿಗಳು, ನೂರಾರು ಕಾರ್ಮಿಕರು ಪ್ರತಿಭಟನೆಯಲ್ಲಿ ಪಾಲ್ಗೊಂಡಿದ್ದರು.	[776, 1295, 918, 1321]
paper-name: ಹೊಸದಿಗಂತ	[738, 36, 803, 55]
lead-story: ಸಮಾಜದ ಕಟ್ಟಕಡೆಯ ವ್ಯಕ್ತಿಗೂ ಗ್ಯಾರಂಟಿಗಳು ತಲುಪಲಿ: ಪಾಟೀಲ ವಿಜಯಪುರ: ಬಡವರನ್ನು ಆರ್ಥಿಕವಾಗಿ ಸಬಲೀಕರಣಗೊಳಿಸುವ ಉದ್ದೇಶದಿಂದ ರಾಜ್ಯ ಸರ್ಕಾರ ಜಾರಿಗೆ ತಂದಿರುವ ಪಂಚ ಗ್ಯಾರಂಟಿ ಯೋಜನೆಗಳು ಸಮಾಜದ ಕಟ್ಟಕಡೆಯ ವ್ಯಕ್ತಿಗೂ ತಲುಪುವಂತೆ ಅಧಿಕಾರಿಗಳು ಕಾರ್ಯನಿರ್ವಹಿಸಬೇಕು ಎಂದು ಜಿಲ್ಲಾ ಗ್ಯಾರಂಟಿ ಯೋಜನೆಗಳ ಅನುಷ್ಠಾನ ಸಮಿತಿ ಅಧ್ಯಕ್ಷ ಎಸ್.ಆರ್. ಪಾಟೀಲ ಸೂಚಿಸಿದರು. ನಗರದ ಜಿಲ್ಲಾ ಪಂಚಾಯಿತಿ ಸಭಾಂಗಣದಲ್ಲಿ ನಡೆದ ಪ್ರಗತಿ ಪರಿಶೀಲನಾ ಸಭೆಯಲ್ಲಿ ಅವರು ಮಾತನಾಡಿದರು. ಗೃಹಲಕ್ಷ್ಮಿ, ಅನ್ನಭಾಗ್ಯ, ಗೃಹಜ್ಯೋತಿ, ಶಕ್ತಿ ಹಾಗೂ ಯುವನಿಧಿ ಯೋಜನೆಗಳ ಅನುಷ್ಠಾನದಲ್ಲಿ ಯಾವುದೇ ಲೋಪವಾಗದಂತೆ ಎಚ್ಚರ ವಹಿಸಬೇಕು. ಅರ್ಹ ಫಲಾನುಭವಿಗಳು ಸೌಲಭ್ಯದಿಂದ ವಂಚಿತರಾಗಬಾರದು ಎಂದು ಹೇಳಿದರು. ಜಿಲ್ಲೆಯಲ್ಲಿ ಗೃಹಲಕ್ಷ್ಮಿ ಯೋಜನೆಯಡಿ 4,46,616 ಫಲಾನುಭವಿಗಳು ನೋಂದಣಿಯಾಗಿದ್ದು, ಶಕ್ತಿ ಯೋಜನೆಯಡಿ ಕೋಟ್ಯಂತರ ಮಹಿಳೆಯರು ಉಚಿತ ಪ್ರಯಾಣ ಮಾಡಿದ್ದಾರೆ. ಯುವನಿಧಿ ಯೋಜನೆಗೆ ಎಲ್ಲ ಅರ್ಹ ಪದವೀಧರರು ನೋಂದಣಿ ಮಾಡಿಕೊಳ್ಳುವಂತೆ ಜಾಗೃತಿ ಮೂಡಿಸಬೇಕು. ಯೋಜನೆಗಳ ಕುರಿತು ಪ್ರತಿ ಗ್ರಾಮ ಪಂಚಾಯಿತಿಯಲ್ಲಿ ಸಭೆ ನಡೆಸಿ ಜನರ ಸಮಸ್ಯೆಗಳನ್ನು ಆಲಿಸಬೇಕು ಎಂದು ಸೂಚಿಸಿದರು. ಜಿಲ್ಲಾ ಪಂಚಾಯಿತಿ ಮುಖ್ಯ ಕಾರ್ಯನಿರ್ವಾಹಕ ಅಧಿಕಾರಿ ಮಾತನಾಡಿ, ಜಿಲ್ಲೆಯಲ್ಲಿ ಗ್ಯಾರಂಟಿ ಯೋಜನೆಗಳ ಅನುಷ್ಠಾನ ಪ್ರಗತಿಯಲ್ಲಿದ್ದು, ಬಾಕಿ ಉಳಿದ ಫಲಾನುಭವಿಗಳ ಸಮಸ್ಯೆಗಳನ್ನು ಶೀಘ್ರ ಬಗೆಹರಿಸಲಾಗುವುದು ಎಂದು ತಿಳಿಸಿದರು. ಅನ್ನಭಾಗ್ಯ ಯೋಜನೆಯಡಿ ಹೆಚ್ಚುವರಿ ಅಕ್ಕಿ ಬದಲಿಗೆ ನೇರ ನಗದು ವರ್ಗಾವಣೆ ಮಾಡಲಾಗುತ್ತಿದೆ. ಗೃಹಜ್ಯೋತಿ ಯೋಜನೆಯಡಿ ಅರ್ಹ ಗ್ರಾಹಕರಿಗೆ ಉಚಿತ ವಿದ್ಯುತ್ ಒದಗಿಸಲಾಗುತ್ತಿದೆ ಎಂದರು. ಸಭೆಯಲ್ಲಿ ಸಮಿತಿ ಸದಸ್ಯರು, ವಿವಿಧ ಇಲಾಖೆಗಳ ಅಧಿಕಾರಿಗಳು ಉಪಸ್ಥಿತರಿದ್ದರು.	[208, 316, 676, 549]
lead-body-3: ಜಿಲ್ಲಾ ಪಂಚಾಯಿತಿ ಮುಖ್ಯ ಕಾರ್ಯನಿರ್ವಾಹಕ ಅಧಿಕಾರಿ ಮಾತನಾಡಿ, ಜಿಲ್ಲೆಯಲ್ಲಿ ಗ್ಯಾರಂಟಿ ಯೋಜನೆಗಳ ಅನುಷ್ಠಾನ ಪ್ರಗತಿಯಲ್ಲಿದ್ದು, ಬಾಕಿ ಉಳಿದ ಫಲಾನುಭವಿಗಳ ಸಮಸ್ಯೆಗಳನ್ನು ಶೀಘ್ರ ಬಗೆಹರಿಸಲಾಗುವುದು ಎಂದು ತಿಳಿಸಿದರು. ಅನ್ನಭಾಗ್ಯ ಯೋಜನೆಯಡಿ ಹೆಚ್ಚುವರಿ ಅಕ್ಕಿ ಬದಲಿಗೆ ನೇರ ನಗದು ವರ್ಗಾವಣೆ ಮಾಡಲಾಗುತ್ತಿದೆ. ಗೃಹಜ್ಯೋತಿ ಯೋಜನೆಯಡಿ ಅರ್ಹ ಗ್ರಾಹಕರಿಗೆ ಉಚಿತ ವಿದ್ಯುತ್ ಒದಗಿಸಲಾಗುತ್ತಿದೆ ಎಂದರು. ಸಭೆಯಲ್ಲಿ ಸಮಿತಿ ಸದಸ್ಯರು, ವಿವಿಧ ಇಲಾಖೆಗಳ ಅಧಿಕಾರಿಗಳು ಉಪಸ್ಥಿತರಿದ್ದರು.	[520, 485, 676, 549]
bjp-accent-bar	[486, 712, 918, 716]
ambigar-story: ಅಂಬಿಗರ ಚೌಡಯ್ಯ ಪ್ರತಿಮೆ ಲೋಕಾರ್ಪಣೆ ನಾಳೆ ಆಲಮೇಲ: ನಿಜಶರಣ ಅಂಬಿಗರ ಚೌಡಯ್ಯ ಪ್ರತಿಷ್ಠಾನದ ವತಿಯಿಂದ ಪಟ್ಟಣದಲ್ಲಿ ನಿರ್ಮಿಸಲಾಗಿರುವ ಶರಣರ ಪ್ರತಿಮೆ ಲೋಕಾರ್ಪಣೆ ಸಮಾರಂಭ ಫೆ.15ರಂದು ಬೆಳಿಗ್ಗೆ 11 ಗಂಟೆಗೆ ನಡೆಯಲಿದೆ. ಗುರುಪೀಠದ ಜಗದ್ಗುರುಗಳು ಸಾನ್ನಿಧ್ಯ ವಹಿಸಲಿದ್ದು, ಶಾಸಕರು ಪ್ರತಿಮೆ ಅನಾವರಣಗೊಳಿಸುವರು. ಬೆಳಿಗ್ಗೆ 7.30ಕ್ಕೆ ಪಟ್ಟಣದ ಪ್ರಮುಖ ಬೀದಿಗಳಲ್ಲಿ ಭವ್ಯ ಮೆರವಣಿಗೆ ನಡೆಯಲಿದ್ದು, ವಿವಿಧ ಕಲಾತಂಡಗಳು ಪಾಲ್ಗೊಳ್ಳಲಿವೆ. ಸಮಾರಂಭದಲ್ಲಿ ಸಮಾಜದ ಮುಖಂಡರು, ಜನಪ್ರತಿನಿಧಿಗಳು ಭಾಗವಹಿಸಲಿದ್ದು, ಸಮಾಜ ಬಾಂಧವರು ಹೆಚ್ಚಿನ ಸಂಖ್ಯೆಯಲ್ಲಿ ಪಾಲ್ಗೊಳ್ಳಬೇಕೆಂದು ಪ್ರತಿಷ್ಠಾನದ ಅಧ್ಯಕ್ಷರು ಕೋರಿದ್ದಾರೆ. ಕಾರ್ಯಕ್ರಮದ ಸಿದ್ಧತೆ ಕುರಿತು ಪೂರ್ವಭಾವಿ ಸಭೆ ನಡೆಸಲಾಯಿತು. ಶ್ರೀಗಳು, ಮುಖಂಡರು ಹಾಗೂ ಸಮಾಜದ ಹಿರಿಯರು ಉಪಸ್ಥಿತರಿದ್ದರು.	[208, 712, 478, 1140]
kiru-headline: ಸಮೀರ್ ಶೇಖ ಆಯ್ಕೆ	[30, 712, 198, 726]
male-visarjan-story: ಮಾಲೆ ವಿಸರ್ಜನೆ: ಭಕ್ತಿ ಮುಂದುವರಿಯಲಿ ವಿಜಯಪುರ: ಶಬರಿಮಲೆ ಅಯ್ಯಪ್ಪ ಸ್ವಾಮಿಯ ದರ್ಶನ ಪಡೆದು ಮರಳಿದ ಮಾಲಾಧಾರಿ ಭಕ್ತರು ನಗರದ ಅಯ್ಯಪ್ಪ ಸ್ವಾಮಿ ದೇವಸ್ಥಾನದಲ್ಲಿ ಮಾಲೆ ವಿಸರ್ಜನೆ ಮಾಡಿದರು. ಈ ಸಂದರ್ಭದಲ್ಲಿ ಮಾತನಾಡಿದ ಗುರುಸ್ವಾಮಿಗಳು, ಮಂಡಲ ವ್ರತದ ಅವಧಿಯಲ್ಲಿ ಪಾಲಿಸಿದ ನಿಯಮ ಹಾಗೂ ಭಕ್ತಿ ಜೀವನದುದ್ದಕ್ಕೂ ಮುಂದುವರಿಯಬೇಕು. ಸತ್ಯ, ಶಾಂತಿ ಹಾಗೂ ಸಹಬಾಳ್ವೆಯ ಮಾರ್ಗದಲ್ಲಿ ನಡೆಯಬೇಕು ಎಂದು ಹೇಳಿದರು. ಬಳಿಕ ವಿಶೇಷ ಪೂಜೆ, ಭಜನೆ ಹಾಗೂ ಅನ್ನಸಂತರ್ಪಣೆ ನಡೆಯಿತು. ಕಾರ್ಯಕ್ರಮದಲ್ಲಿ ಅಯ್ಯಪ್ಪ ಸೇವಾ ಸಮಿತಿಯ ಪದಾಧಿಕಾರಿಗಳು, ಮಾಲಾಧಾರಿಗಳು ಹಾಗೂ ನೂರಾರು ಭಕ್ತರು ಪಾಲ್ಗೊಂಡಿದ್ದರು.	[686, 316, 918, 700]
logo-emblem-icon	[716, 37, 734, 55]
city-title: ವಿಜಯಪುರ	[268, 38, 393, 76]
day-label: ಶನಿವಾರ	[38, 43, 60, 52]
kiru-body: ಇಲ್ಲಿನ ಅಕ್ಕಮಹಾದೇವಿ ಮಹಿಳಾ ವಿಶ್ವವಿದ್ಯಾಲಯದ 2025–26ನೇ ಸಾಲಿನ ಅಂತರ್ ಕಾಲೇಜು ಮಹಿಳಾ ಬಾಲ್ ಬ್ಯಾಡ್ಮಿಂಟನ್ ಪಂದ್ಯಾವಳಿಯಲ್ಲಿ ವಿಶ್ವವಿದ್ಯಾಲಯ ತಂಡ ಪ್ರಥಮ ಸ್ಥಾನ ಪಡೆದುಕೊಂಡಿದೆ. ವಿಜೇತ ತಂಡದ ಆಟಗಾರ್ತಿಯರನ್ನು ಕುಲಪತಿಗಳು, ಕುಲಸಚಿವರು, ದೈಹಿಕ ಶಿಕ್ಷಣ ನಿರ್ದೇಶಕರು ಹಾಗೂ ಸಿಬ್ಬಂದಿ ಅಭಿನಂದಿಸಿದರು. ತಂಡದ ತರಬೇತುದಾರರು ಹಾಗೂ ವ್ಯವಸ್ಥಾಪಕರು ಉಪಸ್ಥಿತರಿದ್ದರು.	[30, 519, 198, 574]
dharani-photo	[378, 1350, 612, 1454]
kiru-item-2: ಮಹಿಳಾ ವಿವಿ ತಂಡ ಪ್ರಥಮ ವಿಜಯಪುರ: ಇಲ್ಲಿನ ಅಕ್ಕಮಹಾದೇವಿ ಮಹಿಳಾ ವಿಶ್ವವಿದ್ಯಾಲಯದ 2025–26ನೇ ಸಾಲಿನ ಅಂತರ್ ಕಾಲೇಜು ಮಹಿಳಾ ಬಾಲ್ ಬ್ಯಾಡ್ಮಿಂಟನ್ ಪಂದ್ಯಾವಳಿಯಲ್ಲಿ ವಿಶ್ವವಿದ್ಯಾಲಯ ತಂಡ ಪ್ರಥಮ ಸ್ಥಾನ ಪಡೆದುಕೊಂಡಿದೆ. ವಿಜೇತ ತಂಡದ ಆಟಗಾರ್ತಿಯರನ್ನು ಕುಲಪತಿಗಳು, ಕುಲಸಚಿವರು, ದೈಹಿಕ ಶಿಕ್ಷಣ ನಿರ್ದೇಶಕರು ಹಾಗೂ ಸಿಬ್ಬಂದಿ ಅಭಿನಂದಿಸಿದರು. ತಂಡದ ತರಬೇತುದಾರರು ಹಾಗೂ ವ್ಯವಸ್ಥಾಪಕರು ಉಪಸ್ಥಿತರಿದ್ದರು.	[30, 420, 198, 574]
kiru-body: ಇತ್ತೀಚೆಗೆ ಬೆಳಗಾವಿಯಲ್ಲಿ ಜರುಗಿದ ರಾಜ್ಯಮಟ್ಟದ ಕ್ರೀಡಾಕೂಟದಲ್ಲಿ ಪ್ರಥಮ ಸ್ಥಾನ ಪಡೆದು ರಾಷ್ಟ್ರಮಟ್ಟದ ಸ್ಪರ್ಧೆಗೆ ಸಮೀರ್ ಶೇಖ ಆಯ್ಕೆಯಾಗಿದ್ದಾನೆ. ವಿದ್ಯಾರ್ಥಿಯ ಸಾಧನೆಗೆ ಶಾಲೆಯ ಮುಖ್ಯೋಪಾಧ್ಯಾಯರು, ಶಿಕ್ಷಕರು, ಪಾಲಕರು ಹಾಗೂ ಗ್ರಾಮಸ್ಥರು ಅಭಿನಂದನೆ ಸಲ್ಲಿಸಿದ್ದಾರೆ.	[30, 815, 198, 851]
lead-headline-2: ಗ್ಯಾರಂಟಿಗಳು ತಲುಪಲಿ: ಪಾಟೀಲ	[254, 356, 632, 395]
kirusuddi-header	[34, 96, 194, 136]
bottom-divider-orange	[640, 1142, 840, 1146]
bhoomi-more: ಕಾರ್ಯಕ್ರಮದಲ್ಲಿ ಗ್ರಾಮ ಪಂಚಾಯಿತಿ ಅಧ್ಯಕ್ಷರು, ಸದಸ್ಯರು, ಮುಖಂಡರು, ಪಂಚಾಯತ್ ರಾಜ್ ಇಂಜಿನಿಯರಿಂಗ್ ಇಲಾಖೆಯ ಅಧಿಕಾರಿಗಳು, ಗುತ್ತಿಗೆದಾರರು ಹಾಗೂ ಗ್ರಾಮಸ್ಥರು ಉಪಸ್ಥಿತರಿದ್ದರು. ಈ ವೇಳೆ ಗ್ರಾಮಸ್ಥರು ಶಾಸಕರನ್ನು ಸನ್ಮಾನಿಸಿ ತಮ್ಮ ಬೇಡಿಕೆಗಳ ಮನವಿ ಸಲ್ಲಿಸಿದರು.	[200, 1283, 370, 1319]
paper-tagline: ರಾಷ್ಟ್ರ ಜಾಗೃತಿಯ ದೈನಿಕ	[881, 50, 912, 55]
bus-pass-story: ಪತ್ರಕರ್ತರ ಉಚಿತ ಬಸ್‌ಪಾಸ್‌ಗೆ ಅರ್ಜಿ ವಿಜಯಪುರ: ವಾರ್ತಾ ಮತ್ತು ಸಾರ್ವಜನಿಕ ಸಂಪರ್ಕ ಇಲಾಖೆಯ ಮಾನ್ಯತಾ ಪತ್ರಿಕೋದ್ಯಮಿಗಳು ಹಾಗೂ ಗ್ರಾಮೀಣ ಪತ್ರಕರ್ತರು ಉಚಿತ ಬಸ್ ಪಾಸ್ ಪಡೆಯಲು ಸೇವಾಸಿಂಧು ಪೋರ್ಟಲ್ ಮೂಲಕ ಅರ್ಜಿ ಸಲ್ಲಿಸಬಹುದಾಗಿದೆ. ಕಳೆದ ಸಾಲಿನಲ್ಲಿ ಪಾಸ್ ಪಡೆದವರು ಸಹ ನವೀಕರಣಕ್ಕಾಗಿ ಹೊಸದಾಗಿ ಅರ್ಜಿ ಸಲ್ಲಿಸಬೇಕು. ಅರ್ಜಿಯೊಂದಿಗೆ ಇತ್ತೀಚಿನ ಭಾವಚಿತ್ರ, ಆಧಾರ್ ಕಾರ್ಡ್ ಹಾಗೂ ಸಂಸ್ಥೆಯ ದೃಢೀಕರಣ ಪತ್ರವನ್ನು ಅಪ್‌ಲೋಡ್ ಮಾಡಬೇಕು. ಹೆಚ್ಚಿನ ಮಾಹಿತಿಗೆ (https://sevasindhu.karnataka.gov.in) ಮೂಲಕ ಆನ್‌ಲೈನ್‌ನಲ್ಲಿ ಅರ್ಜಿ ಸಲ್ಲಿಸಬಹುದು. ಅರ್ಜಿದಾರರು ತಮ್ಮ ಜಿಲ್ಲಾ ವಾರ್ತಾಧಿಕಾರಿಗಳ ಕಚೇರಿಯನ್ನು ಸಂಪರ್ಕಿಸಬಹುದಾಗಿದ್ದು, ನಿಗದಿತ ಅವಧಿಯೊಳಗೆ ಅರ್ಜಿ ಸಲ್ಲಿಸಲು ಕೋರಲಾಗಿದೆ ಎಂದು ಪ್ರಕಟಣೆ ತಿಳಿಸಿದೆ.	[446, 93, 690, 169]
dharani-headline: ಅನಿರ್ದಿಷ್ಟಾವಧಿ ಧರಣಿ ಹಿಂದಕ್ಕೆ	[378, 1150, 612, 1171]
